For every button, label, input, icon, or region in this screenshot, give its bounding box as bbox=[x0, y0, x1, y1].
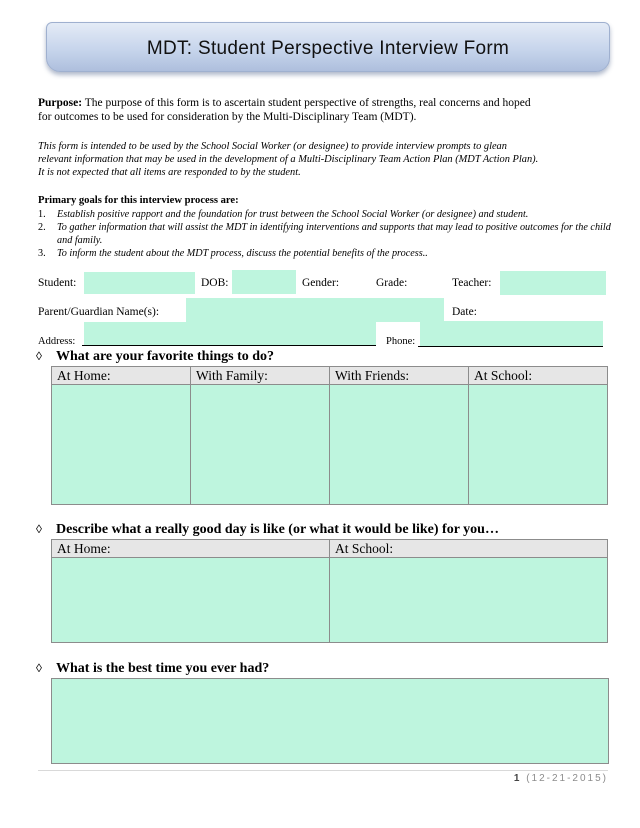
at-school-input[interactable] bbox=[469, 385, 608, 505]
with-friends-input[interactable] bbox=[330, 385, 469, 505]
diamond-bullet-icon: ◊ bbox=[36, 522, 42, 536]
goal-text: To inform the student about the MDT process, discuss the potential benefits of the process.. bbox=[57, 248, 428, 259]
good-day-at-home-input[interactable] bbox=[52, 558, 330, 643]
column-header-at-home: At Home: bbox=[52, 540, 330, 558]
goal-number: 2. bbox=[38, 222, 46, 233]
goal-item bbox=[38, 247, 618, 260]
page-title: MDT: Student Perspective Interview Form bbox=[146, 38, 510, 59]
goal-item bbox=[38, 221, 618, 247]
address-label: Address: bbox=[38, 336, 76, 347]
dob-label: DOB: bbox=[201, 277, 229, 289]
student-field[interactable] bbox=[84, 272, 195, 294]
goal-text: Establish positive rapport and the foundation for trust between the School Social Worker (or designee) and student. bbox=[57, 209, 529, 220]
question-text: Describe what a really good day is like (or what it would be like) for you… bbox=[56, 522, 499, 537]
goal-number: 1. bbox=[38, 209, 46, 220]
goals-list bbox=[38, 208, 618, 260]
goals-heading: Primary goals for this interview process are: bbox=[38, 195, 239, 206]
address-field[interactable] bbox=[84, 322, 376, 346]
question-text: What are your favorite things to do? bbox=[56, 349, 275, 364]
dob-field[interactable] bbox=[232, 270, 296, 294]
footer bbox=[514, 773, 608, 784]
intro-line2: relevant information that may be used in the development of a Multi-Disciplinary Team Action Plan (MDT Action Plan). bbox=[38, 154, 539, 165]
page-number: 1 bbox=[513, 773, 522, 784]
gender-label: Gender: bbox=[302, 277, 340, 289]
intro-line3: It is not expected that all items are responded to by the student. bbox=[38, 167, 301, 178]
diamond-bullet-icon: ◊ bbox=[36, 661, 42, 675]
parent-label: Parent/Guardian Name(s): bbox=[38, 306, 160, 318]
with-family-input[interactable] bbox=[191, 385, 330, 505]
column-header-with-family: With Family: bbox=[191, 367, 330, 385]
intro-line1: This form is intended to be used by the School Social Worker (or designee) to provide interview prompts to glean bbox=[38, 141, 507, 152]
student-label: Student: bbox=[38, 277, 77, 289]
diamond-bullet-icon: ◊ bbox=[36, 349, 42, 363]
column-header-at-school: At School: bbox=[330, 540, 608, 558]
phone-underline bbox=[418, 346, 603, 347]
at-home-input[interactable] bbox=[52, 385, 191, 505]
best-time-input[interactable] bbox=[51, 678, 609, 764]
good-day-table bbox=[51, 539, 608, 643]
address-underline bbox=[82, 345, 376, 346]
grade-label: Grade: bbox=[376, 277, 408, 289]
column-header-at-school: At School: bbox=[469, 367, 608, 385]
question-text: What is the best time you ever had? bbox=[56, 661, 270, 676]
date-label: Date: bbox=[452, 306, 477, 318]
title-banner bbox=[46, 22, 610, 72]
purpose-text-line2: for outcomes to be used for consideration by the Multi-Disciplinary Team (MDT). bbox=[38, 110, 417, 123]
footer-divider bbox=[38, 770, 608, 771]
column-header-with-friends: With Friends: bbox=[330, 367, 469, 385]
teacher-field[interactable] bbox=[500, 271, 606, 295]
purpose-paragraph bbox=[38, 97, 618, 124]
teacher-label: Teacher: bbox=[452, 277, 492, 289]
question-good-day bbox=[36, 522, 499, 538]
purpose-text-line1: The purpose of this form is to ascertain student perspective of strengths, real concerns and hoped bbox=[82, 97, 531, 109]
column-header-at-home: At Home: bbox=[52, 367, 191, 385]
question-best-time bbox=[36, 661, 269, 677]
goal-text: To gather information that will assist the MDT in identifying interventions and supports that may lead to positive outcomes for the child and family. bbox=[57, 222, 611, 246]
question-favorite-things bbox=[36, 349, 274, 365]
parent-field[interactable] bbox=[186, 298, 444, 322]
phone-label: Phone: bbox=[386, 336, 416, 347]
phone-field[interactable] bbox=[420, 321, 603, 346]
revision-date: (12-21-2015) bbox=[526, 773, 608, 784]
favorite-things-table bbox=[51, 366, 608, 505]
goal-item bbox=[38, 208, 618, 221]
purpose-label: Purpose: bbox=[38, 97, 83, 109]
intro-paragraph bbox=[38, 140, 628, 179]
good-day-at-school-input[interactable] bbox=[330, 558, 608, 643]
goal-number: 3. bbox=[38, 248, 46, 259]
